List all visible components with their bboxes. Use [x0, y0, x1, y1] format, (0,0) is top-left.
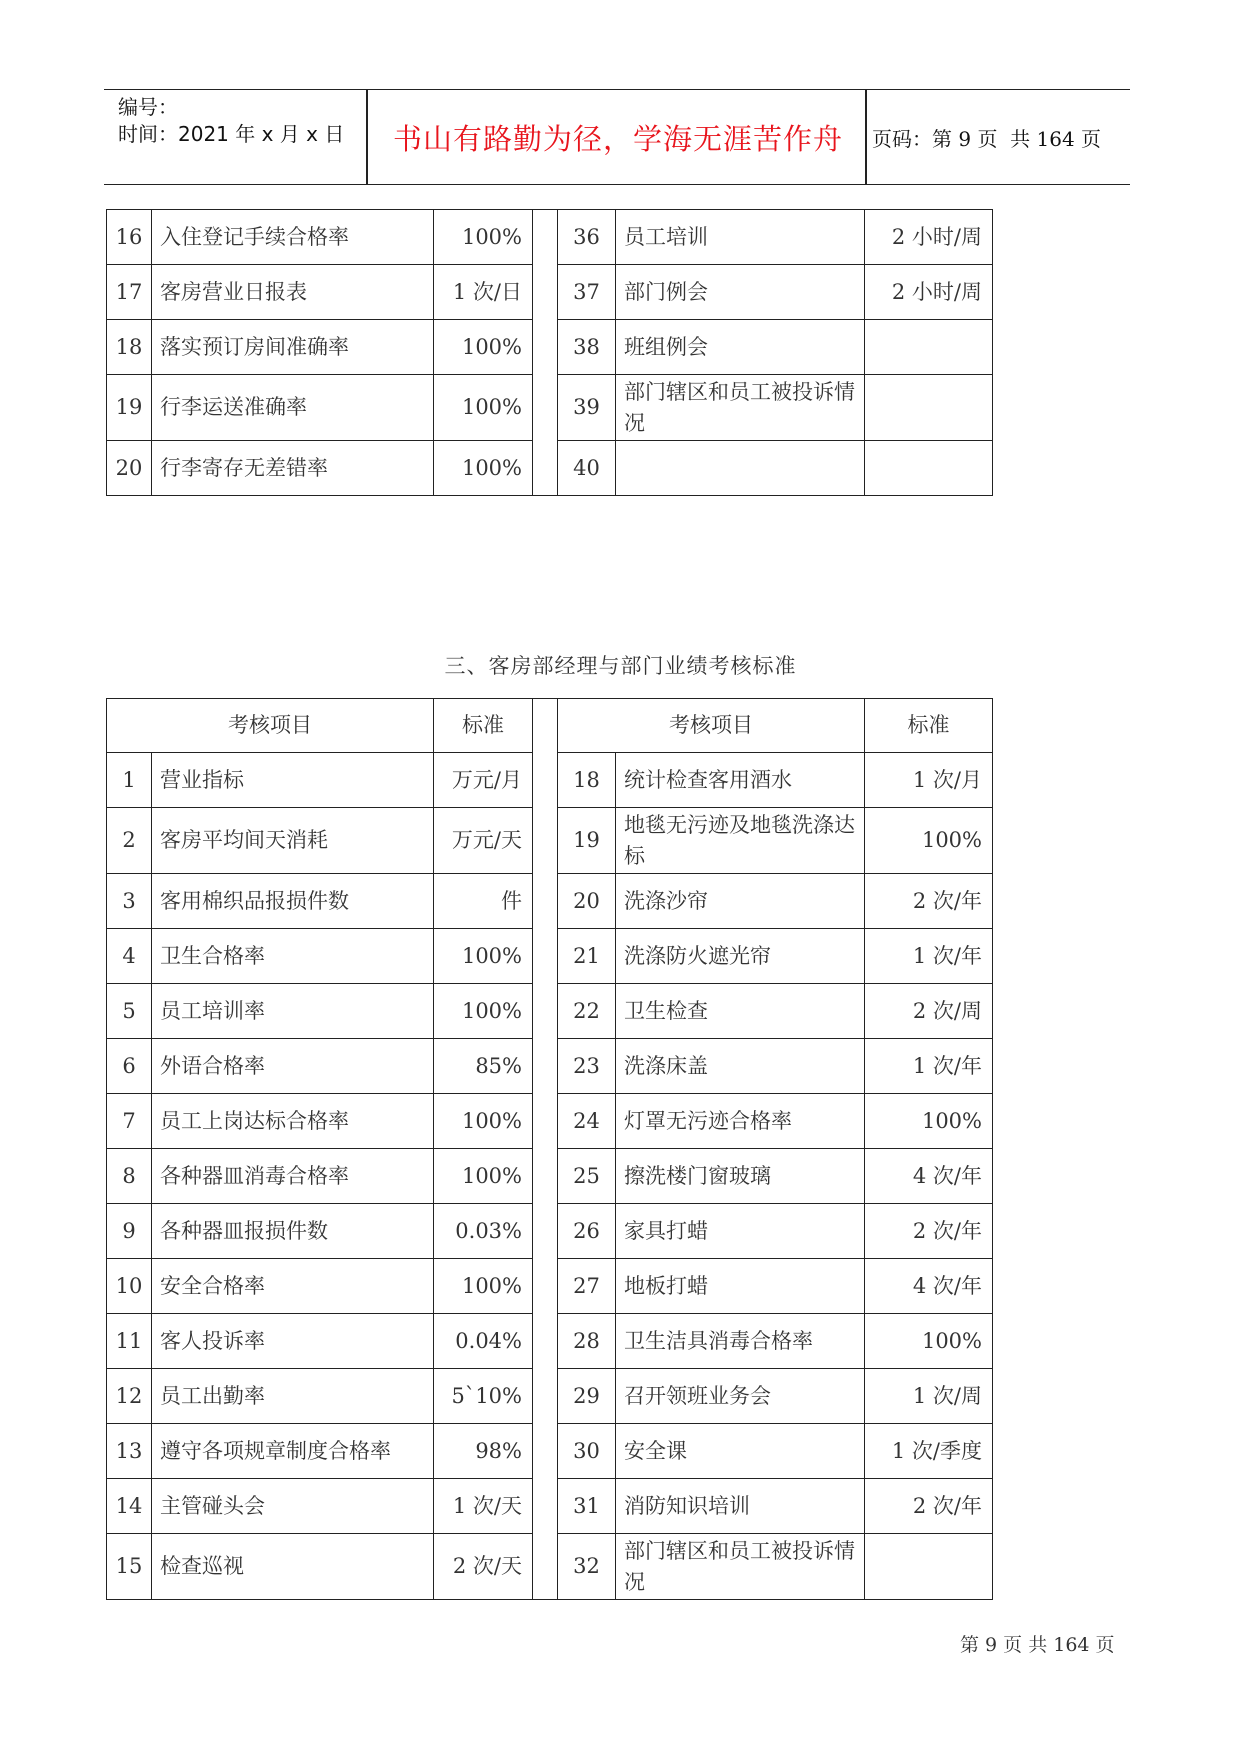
header-meta	[118, 94, 344, 148]
item-name: 卫生合格率	[152, 929, 434, 984]
item-name: 安全合格率	[152, 1259, 434, 1314]
item-name: 统计检查客用酒水	[616, 753, 865, 808]
row-number: 20	[558, 874, 616, 929]
header-page-number: 页码：第 9 页 共 164 页	[872, 126, 1102, 151]
row-number: 15	[107, 1534, 152, 1600]
row-number: 16	[107, 210, 152, 265]
row-number: 1	[107, 753, 152, 808]
assessment-table	[106, 698, 993, 1600]
row-number: 4	[107, 929, 152, 984]
table-gap	[533, 808, 558, 874]
item-standard: 2 小时/周	[865, 265, 993, 320]
column-header-item: 考核项目	[558, 699, 865, 753]
row-number: 2	[107, 808, 152, 874]
table-row	[107, 320, 993, 375]
time-label: 时间：2021 年 x 月 x 日	[118, 122, 345, 146]
item-standard: 1 次/周	[865, 1369, 993, 1424]
row-number: 24	[558, 1094, 616, 1149]
table-row	[107, 265, 993, 320]
item-name: 员工上岗达标合格率	[152, 1094, 434, 1149]
item-standard: 100%	[434, 929, 533, 984]
row-number: 8	[107, 1149, 152, 1204]
table-gap	[533, 375, 558, 441]
table-gap	[533, 929, 558, 984]
item-name: 灯罩无污迹合格率	[616, 1094, 865, 1149]
table-row	[107, 1204, 993, 1259]
row-number: 7	[107, 1094, 152, 1149]
item-standard: 100%	[865, 1094, 993, 1149]
row-number: 14	[107, 1479, 152, 1534]
item-name: 行李寄存无差错率	[152, 441, 434, 496]
item-name: 部门辖区和员工被投诉情况	[616, 1534, 865, 1600]
row-number: 5	[107, 984, 152, 1039]
item-name: 地毯无污迹及地毯洗涤达标	[616, 808, 865, 874]
item-name: 部门辖区和员工被投诉情况	[616, 375, 865, 441]
column-header-item: 考核项目	[107, 699, 434, 753]
row-number: 37	[558, 265, 616, 320]
item-standard: 4 次/年	[865, 1149, 993, 1204]
item-name: 员工出勤率	[152, 1369, 434, 1424]
item-name: 客房平均间天消耗	[152, 808, 434, 874]
item-name: 部门例会	[616, 265, 865, 320]
row-number: 9	[107, 1204, 152, 1259]
table-row	[107, 210, 993, 265]
row-number: 36	[558, 210, 616, 265]
table-gap	[533, 1534, 558, 1600]
item-standard: 5`10%	[434, 1369, 533, 1424]
item-standard: 2 次/周	[865, 984, 993, 1039]
item-name: 召开领班业务会	[616, 1369, 865, 1424]
item-standard: 2 次/年	[865, 874, 993, 929]
table-row	[107, 1534, 993, 1600]
item-name: 入住登记手续合格率	[152, 210, 434, 265]
item-name: 客用棉织品报损件数	[152, 874, 434, 929]
row-number: 25	[558, 1149, 616, 1204]
item-name: 营业指标	[152, 753, 434, 808]
item-name: 遵守各项规章制度合格率	[152, 1424, 434, 1479]
table-header-row	[107, 699, 993, 753]
row-number: 19	[107, 375, 152, 441]
item-name: 员工培训	[616, 210, 865, 265]
item-standard: 2 次/年	[865, 1479, 993, 1534]
table-gap	[533, 1039, 558, 1094]
table-gap	[533, 441, 558, 496]
item-standard: 1 次/季度	[865, 1424, 993, 1479]
item-standard: 100%	[434, 210, 533, 265]
item-name: 行李运送准确率	[152, 375, 434, 441]
item-name: 洗涤床盖	[616, 1039, 865, 1094]
item-standard: 1 次/年	[865, 929, 993, 984]
row-number: 22	[558, 984, 616, 1039]
item-standard: 万元/天	[434, 808, 533, 874]
row-number: 11	[107, 1314, 152, 1369]
row-number: 26	[558, 1204, 616, 1259]
table-gap	[533, 1259, 558, 1314]
table-row	[107, 1424, 993, 1479]
row-number: 27	[558, 1259, 616, 1314]
item-standard: 2 次/年	[865, 1204, 993, 1259]
item-standard	[865, 1534, 993, 1600]
row-number: 10	[107, 1259, 152, 1314]
item-standard: 100%	[865, 808, 993, 874]
page-footer: 第 9 页 共 164 页	[960, 1634, 1115, 1656]
table-row	[107, 929, 993, 984]
item-name: 员工培训率	[152, 984, 434, 1039]
item-standard: 100%	[434, 1259, 533, 1314]
item-standard: 4 次/年	[865, 1259, 993, 1314]
item-standard: 2 小时/周	[865, 210, 993, 265]
item-standard: 100%	[434, 441, 533, 496]
row-number: 19	[558, 808, 616, 874]
item-name: 洗涤防火遮光帘	[616, 929, 865, 984]
row-number: 18	[107, 320, 152, 375]
item-standard: 万元/月	[434, 753, 533, 808]
item-name: 洗涤沙帘	[616, 874, 865, 929]
header-motto: 书山有路勤为径，学海无涯苦作舟	[392, 121, 843, 156]
table-gap	[533, 984, 558, 1039]
column-header-standard: 标准	[865, 699, 993, 753]
row-number: 20	[107, 441, 152, 496]
table-row	[107, 1259, 993, 1314]
table-row	[107, 375, 993, 441]
item-name: 卫生检查	[616, 984, 865, 1039]
item-standard: 件	[434, 874, 533, 929]
item-name: 班组例会	[616, 320, 865, 375]
item-standard: 1 次/天	[434, 1479, 533, 1534]
item-name: 擦洗楼门窗玻璃	[616, 1149, 865, 1204]
row-number: 17	[107, 265, 152, 320]
table-gap	[533, 699, 558, 753]
item-name: 落实预订房间准确率	[152, 320, 434, 375]
row-number: 6	[107, 1039, 152, 1094]
row-number: 3	[107, 874, 152, 929]
table-row	[107, 1369, 993, 1424]
table-gap	[533, 265, 558, 320]
table-row	[107, 753, 993, 808]
table-row	[107, 1094, 993, 1149]
item-name: 安全课	[616, 1424, 865, 1479]
item-standard	[865, 441, 993, 496]
item-standard: 100%	[434, 1094, 533, 1149]
section-title: 三、客房部经理与部门业绩考核标准	[444, 654, 797, 678]
table-gap	[533, 874, 558, 929]
table-gap	[533, 1314, 558, 1369]
item-name: 主管碰头会	[152, 1479, 434, 1534]
item-standard: 85%	[434, 1039, 533, 1094]
item-name: 客人投诉率	[152, 1314, 434, 1369]
row-number: 40	[558, 441, 616, 496]
page-header	[104, 89, 1130, 185]
table-row	[107, 984, 993, 1039]
item-standard	[865, 375, 993, 441]
item-standard: 1 次/年	[865, 1039, 993, 1094]
table-gap	[533, 1204, 558, 1259]
row-number: 38	[558, 320, 616, 375]
item-name: 家具打蜡	[616, 1204, 865, 1259]
item-name	[616, 441, 865, 496]
item-standard: 100%	[434, 1149, 533, 1204]
table-gap	[533, 1479, 558, 1534]
header-divider	[865, 90, 867, 184]
table-gap	[533, 1369, 558, 1424]
item-standard: 100%	[434, 375, 533, 441]
table-gap	[533, 320, 558, 375]
item-name: 消防知识培训	[616, 1479, 865, 1534]
table-gap	[533, 1424, 558, 1479]
item-name: 客房营业日报表	[152, 265, 434, 320]
row-number: 18	[558, 753, 616, 808]
table-row	[107, 808, 993, 874]
item-name: 外语合格率	[152, 1039, 434, 1094]
row-number: 30	[558, 1424, 616, 1479]
table-gap	[533, 1094, 558, 1149]
item-standard	[865, 320, 993, 375]
row-number: 12	[107, 1369, 152, 1424]
table-row	[107, 874, 993, 929]
item-standard: 0.04%	[434, 1314, 533, 1369]
row-number: 21	[558, 929, 616, 984]
item-standard: 1 次/月	[865, 753, 993, 808]
table-row	[107, 1314, 993, 1369]
code-label: 编号：	[118, 95, 178, 119]
table-gap	[533, 1149, 558, 1204]
row-number: 13	[107, 1424, 152, 1479]
row-number: 29	[558, 1369, 616, 1424]
item-name: 各种器皿报损件数	[152, 1204, 434, 1259]
item-standard: 98%	[434, 1424, 533, 1479]
row-number: 23	[558, 1039, 616, 1094]
assessment-table-continued	[106, 209, 993, 496]
item-name: 卫生洁具消毒合格率	[616, 1314, 865, 1369]
item-standard: 0.03%	[434, 1204, 533, 1259]
item-standard: 100%	[865, 1314, 993, 1369]
row-number: 28	[558, 1314, 616, 1369]
item-name: 各种器皿消毒合格率	[152, 1149, 434, 1204]
item-standard: 2 次/天	[434, 1534, 533, 1600]
table-row	[107, 1039, 993, 1094]
column-header-standard: 标准	[434, 699, 533, 753]
item-standard: 100%	[434, 320, 533, 375]
table-gap	[533, 210, 558, 265]
table-row	[107, 1479, 993, 1534]
item-name: 地板打蜡	[616, 1259, 865, 1314]
table-row	[107, 1149, 993, 1204]
row-number: 32	[558, 1534, 616, 1600]
table-row	[107, 441, 993, 496]
item-standard: 1 次/日	[434, 265, 533, 320]
row-number: 39	[558, 375, 616, 441]
header-divider	[366, 90, 368, 184]
item-name: 检查巡视	[152, 1534, 434, 1600]
row-number: 31	[558, 1479, 616, 1534]
item-standard: 100%	[434, 984, 533, 1039]
table-gap	[533, 753, 558, 808]
